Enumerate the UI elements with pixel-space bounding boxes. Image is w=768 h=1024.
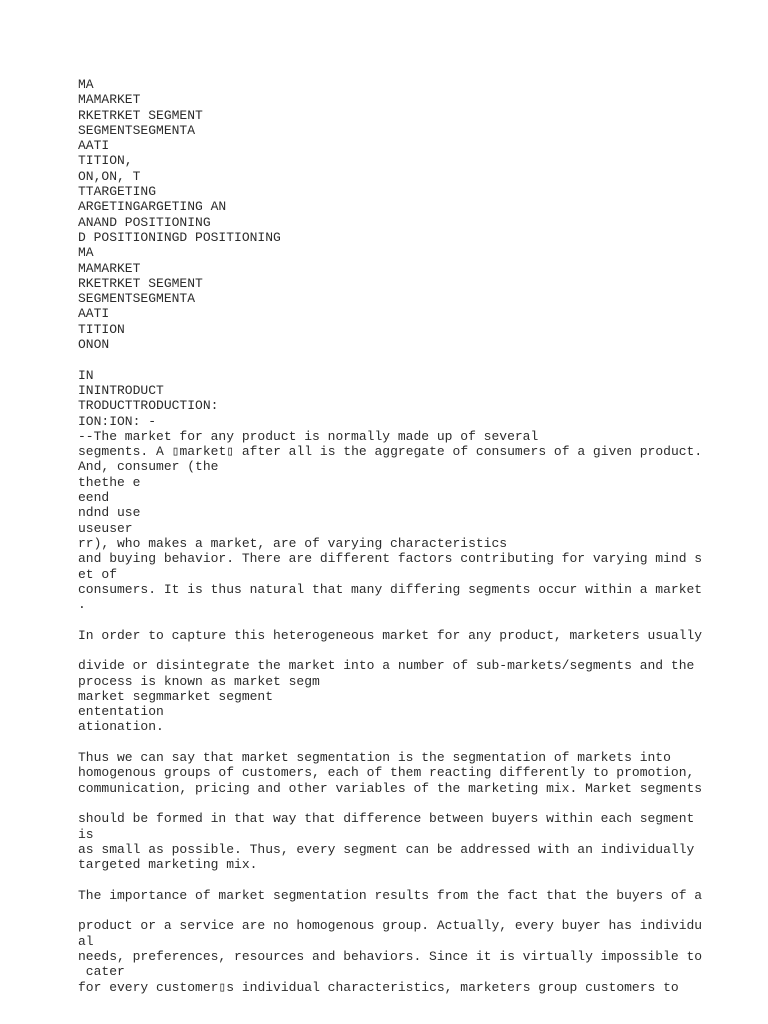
text-line: AATI — [78, 306, 110, 322]
text-line: product or a service are no homogenous group. Actually, every buyer has individu — [78, 918, 703, 934]
text-line: The importance of market segmentation results from the fact that the buyers of a — [78, 887, 703, 903]
text-line: . — [78, 597, 86, 613]
text-line: eend — [78, 490, 110, 506]
text-line: RKETRKET SEGMENT — [78, 275, 203, 291]
text-line: is — [78, 826, 94, 842]
text-line: ndnd use — [78, 505, 141, 521]
text-line: as small as possible. Thus, every segment can be addressed with an individually — [78, 841, 695, 857]
text-line — [78, 735, 758, 750]
text-line: should be formed in that way that difference between buyers within each segment — [78, 811, 695, 827]
text-line: SEGMENTSEGMENTA — [78, 291, 196, 307]
text-line: and buying behavior. There are different factors contributing for varying mind s — [78, 551, 703, 567]
text-line — [78, 796, 758, 811]
text-line: IN — [78, 367, 94, 383]
text-line: divide or disintegrate the market into a number of sub-markets/segments and the — [78, 658, 695, 674]
text-line: ONON — [78, 337, 110, 353]
text-line: MA — [78, 77, 94, 92]
text-line: market segmmarket segment — [78, 688, 274, 704]
text-line — [78, 643, 758, 658]
text-line: And, consumer (the — [78, 459, 219, 475]
text-line: homogenous groups of customers, each of them reacting differently to promotion, — [78, 765, 695, 781]
text-line: ON,ON, T — [78, 168, 141, 184]
document-text — [78, 77, 758, 995]
text-line: TRODUCTTRODUCTION: — [78, 398, 219, 414]
text-line — [78, 612, 758, 627]
text-line — [78, 352, 758, 367]
text-line: SEGMENTSEGMENTA — [78, 122, 196, 138]
text-line: MAMARKET — [78, 92, 141, 108]
text-line: et of — [78, 566, 118, 582]
text-line: segments. A ▯market▯ after all is the aggregate of consumers of a given product. — [78, 444, 703, 460]
text-line: In order to capture this heterogeneous market for any product, marketers usually — [78, 627, 703, 643]
text-line: useuser — [78, 520, 133, 536]
text-line: ION:ION: - — [78, 413, 157, 429]
text-line: Thus we can say that market segmentation is the segmentation of markets into — [78, 750, 671, 766]
text-line: needs, preferences, resources and behaviors. Since it is virtually impossible to — [78, 948, 703, 964]
text-line: process is known as market segm — [78, 673, 320, 689]
text-line: communication, pricing and other variables of the marketing mix. Market segments — [78, 780, 703, 796]
text-line — [78, 903, 758, 918]
text-line: ententation — [78, 704, 164, 720]
text-line: --The market for any product is normally made up of several — [78, 428, 539, 444]
text-line — [78, 872, 758, 887]
text-line: al — [78, 933, 94, 949]
text-line: cater — [78, 964, 125, 980]
text-line: MAMARKET — [78, 260, 141, 276]
text-line: rr), who makes a market, are of varying characteristics — [78, 535, 508, 551]
text-line: RKETRKET SEGMENT — [78, 107, 203, 123]
text-line: targeted marketing mix. — [78, 857, 258, 873]
text-line: TITION — [78, 321, 125, 337]
text-line: ININTRODUCT — [78, 382, 164, 398]
text-line: for every customer▯s individual characteristics, marketers group customers to — [78, 979, 679, 995]
text-line: D POSITIONINGD POSITIONING — [78, 229, 281, 245]
text-line: TITION, — [78, 153, 133, 169]
text-line: MA — [78, 245, 94, 261]
text-line: ARGETINGARGETING AN — [78, 199, 227, 215]
text-line: ationation. — [78, 719, 164, 735]
text-line: ANAND POSITIONING — [78, 214, 211, 230]
text-line: thethe e — [78, 474, 141, 490]
text-line: TTARGETING — [78, 184, 157, 200]
text-line: AATI — [78, 138, 110, 154]
text-line: consumers. It is thus natural that many differing segments occur within a market — [78, 581, 703, 597]
